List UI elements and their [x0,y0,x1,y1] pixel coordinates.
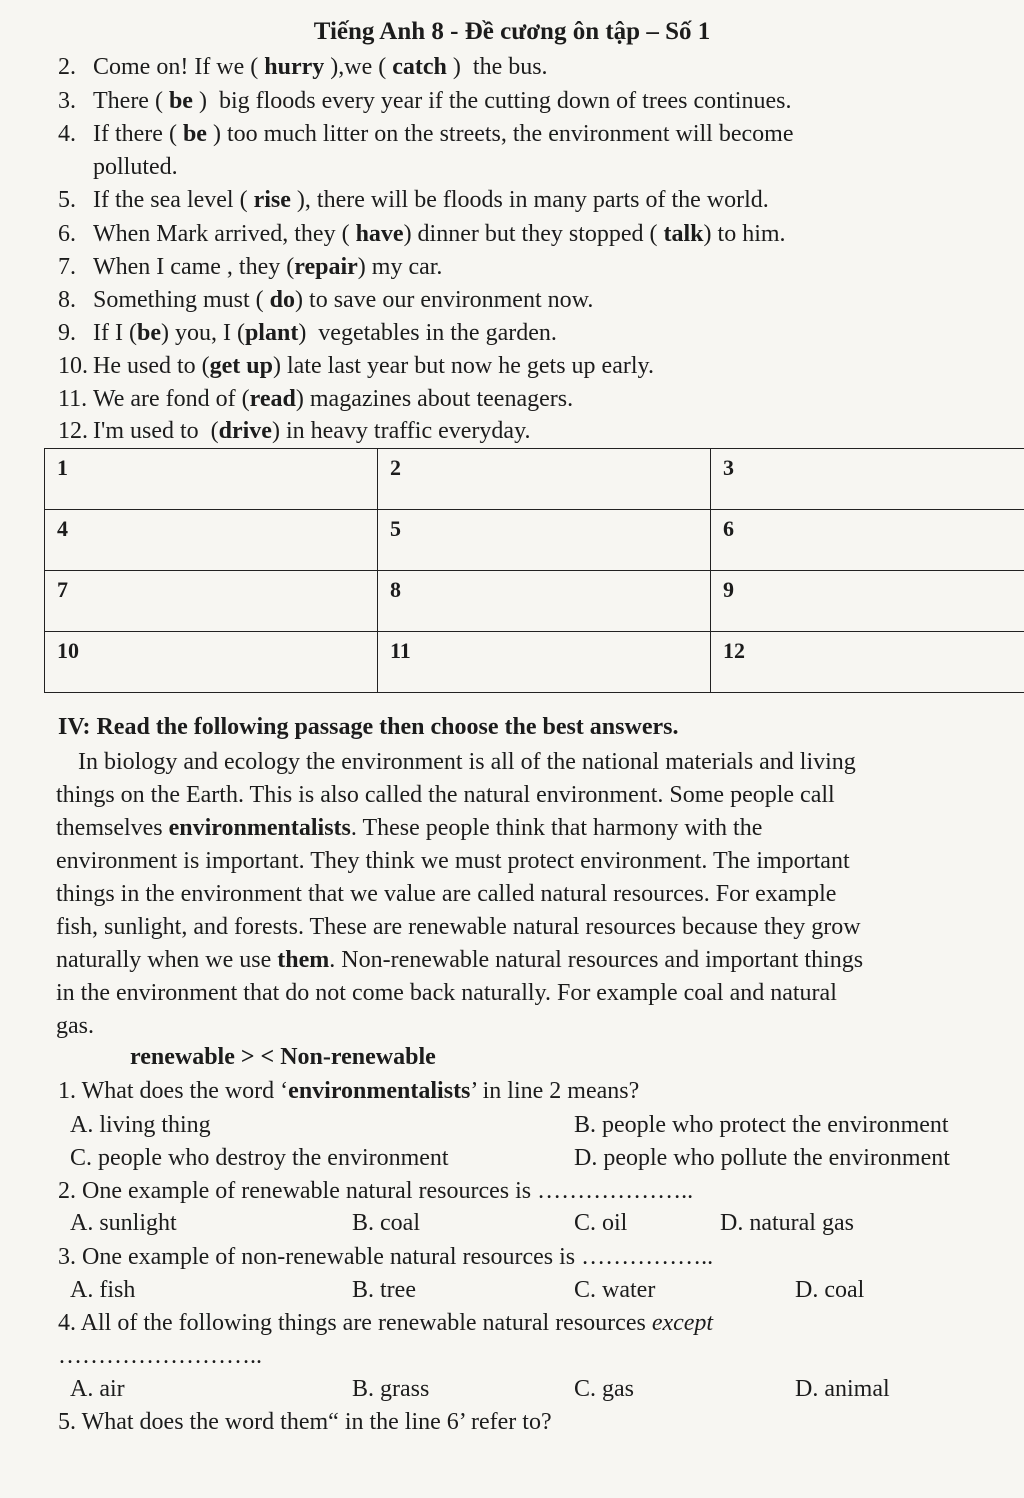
question-1-stem-c: ’ in line 2 means? [470,1078,640,1104]
exercise-text: Come on! If we ( [93,54,265,80]
verb-cue: be [182,121,207,147]
exercise-text: ) late last year but now he gets up early. [272,353,654,379]
answer-cell[interactable]: 5 [378,510,711,571]
exercise-number: 9. [58,320,76,346]
passage-text: . These people think that harmony with the [350,815,763,841]
exercise-text: ) vegetables in the garden. [298,320,557,346]
passage-line [56,845,1024,878]
passage-text: . Non-renewable natural resources and important things [329,947,864,973]
exercise-item [58,418,531,445]
answer-table [44,448,1024,693]
exercise-number: 12. [58,418,88,444]
exercise-text: When Mark arrived, they ( [93,221,356,247]
question-2-stem: 2. One example of renewable natural resources is ……………….. [58,1178,694,1204]
verb-cue: plant [244,320,299,346]
question-1-keyword: environmentalists [288,1078,471,1104]
verb-cue: talk [663,221,704,247]
passage-text: things in the environment that we value are called natural resources. For example [56,881,837,907]
renewable-note: renewable > < Non-renewable [130,1044,436,1070]
answer-cell[interactable]: 2 [378,449,711,510]
exercise-text: There ( [93,88,169,114]
answer-row [45,510,1024,571]
exercise-item [58,88,791,115]
answer-row [45,632,1024,693]
passage-keyword: them [277,947,330,973]
exercise-text: ) in heavy traffic everyday. [271,418,531,444]
passage-text: things on the Earth. This is also called the natural environment. Some people call [56,782,835,808]
verb-cue: be [168,88,193,114]
passage-text: fish, sunlight, and forests. These are renewable natural resources because they grow [56,914,861,940]
answer-cell[interactable]: 10 [45,632,378,693]
question-2-option-d[interactable]: D. natural gas [720,1210,854,1236]
passage-line [56,944,1024,977]
verb-cue: do [269,287,296,313]
verb-cue: get up [209,353,273,379]
reading-passage [56,746,1024,1043]
exercise-text: If there ( [93,121,183,147]
question-2-option-b[interactable]: B. coal [352,1210,420,1236]
question-4-blank: …………………….. [58,1343,262,1369]
exercise-item [58,121,793,148]
exercise-number: 5. [58,187,76,213]
exercise-number: 10. [58,353,88,379]
exercise-number: 11. [58,386,88,412]
question-4-except: except [651,1310,714,1336]
question-1-option-c[interactable]: C. people who destroy the environment [70,1145,449,1171]
exercise-item [93,154,178,181]
question-4-option-a[interactable]: A. air [70,1376,125,1402]
question-3-option-a[interactable]: A. fish [70,1277,136,1303]
answer-cell[interactable]: 9 [711,571,1024,632]
answer-row [45,449,1024,510]
passage-text: in the environment that do not come back naturally. For example coal and natural [56,980,837,1006]
passage-text: environment is important. They think we must protect environment. The important [56,848,850,874]
question-1-option-a[interactable]: A. living thing [70,1112,211,1138]
exercise-text: I'm used to ( [93,418,219,444]
exercise-item [58,54,548,81]
exercise-text: polluted. [93,154,178,180]
exercise-number: 7. [58,254,76,280]
answer-cell[interactable]: 6 [711,510,1024,571]
exercise-number: 8. [58,287,76,313]
exercise-number: 6. [58,221,76,247]
exercise-text: If I ( [93,320,137,346]
exercise-item [58,187,769,214]
question-1-option-d[interactable]: D. people who pollute the environment [574,1145,950,1171]
question-3-option-c[interactable]: C. water [574,1277,656,1303]
exercise-text: ) to save our environment now. [295,287,594,313]
question-2-option-a[interactable]: A. sunlight [70,1210,177,1236]
question-3-option-b[interactable]: B. tree [352,1277,416,1303]
exercise-text: If the sea level ( [93,187,254,213]
exercise-text: ) you, I ( [160,320,245,346]
exercise-number: 4. [58,121,76,147]
passage-line [56,779,1024,812]
answer-cell[interactable]: 3 [711,449,1024,510]
passage-line [56,1010,1024,1043]
exercise-number: 2. [58,54,76,80]
passage-line [56,878,1024,911]
answer-cell[interactable]: 12 [711,632,1024,693]
exercise-text: ) big floods every year if the cutting down of trees continues. [192,88,792,114]
answer-row [45,571,1024,632]
question-2-option-c[interactable]: C. oil [574,1210,628,1236]
exercise-text: ),we ( [324,54,393,80]
passage-text: gas. [56,1013,94,1039]
verb-cue: hurry [264,54,325,80]
verb-cue: drive [218,418,272,444]
exercise-text: Something must ( [93,287,270,313]
exercise-text: ), there will be floods in many parts of the world. [290,187,769,213]
verb-cue: repair [294,254,358,280]
section-title: IV: Read the following passage then choose the best answers. [58,714,679,740]
passage-text: naturally when we use [56,947,278,973]
exercise-text: ) to him. [703,221,786,247]
exercise-item [58,320,557,347]
exercise-text: He used to ( [93,353,210,379]
answer-cell[interactable]: 4 [45,510,378,571]
exercise-text: ) too much litter on the streets, the environment will become [206,121,794,147]
question-3-option-d[interactable]: D. coal [795,1277,865,1303]
question-1-option-b[interactable]: B. people who protect the environment [574,1112,949,1138]
answer-cell[interactable]: 7 [45,571,378,632]
exercise-text: ) dinner but they stopped ( [403,221,664,247]
verb-cue: read [249,386,296,412]
verb-cue: catch [392,54,447,80]
passage-line [56,977,1024,1010]
question-4-stem-a: 4. All of the following things are renewable natural resources [58,1310,652,1336]
passage-text: In biology and ecology the environment is all of the national materials and living [78,749,856,775]
question-4-option-b[interactable]: B. grass [352,1376,430,1402]
question-4-option-c[interactable]: C. gas [574,1376,634,1402]
page-title: Tiếng Anh 8 - Đề cương ôn tập – Số 1 [313,18,711,45]
answer-cell[interactable]: 8 [378,571,711,632]
exercise-text: ) magazines about teenagers. [295,386,574,412]
passage-line [56,911,1024,944]
exercise-text: ) the bus. [446,54,548,80]
exercise-text: ) my car. [357,254,443,280]
question-4-stem [58,1310,713,1337]
exercise-number: 3. [58,88,76,114]
question-4-option-d[interactable]: D. animal [795,1376,890,1402]
verb-cue: be [136,320,161,346]
verb-cue: have [355,221,404,247]
exercise-item [58,386,573,413]
passage-line [56,812,1024,845]
verb-cue: rise [253,187,291,213]
exercise-item [58,221,786,248]
passage-text: themselves [56,815,169,841]
question-5-stem: 5. What does the word them“ in the line 6’ refer to? [58,1409,552,1435]
answer-cell[interactable]: 11 [378,632,711,693]
answer-cell[interactable]: 1 [45,449,378,510]
question-3-stem: 3. One example of non-renewable natural resources is …………….. [58,1244,714,1270]
exercise-item [58,254,442,281]
exercise-item [58,353,654,380]
question-1-stem-a: 1. What does the word ‘ [58,1078,289,1104]
exercise-text: We are fond of ( [93,386,250,412]
passage-keyword: environmentalists [168,815,351,841]
passage-line [56,746,1024,779]
question-1-stem [58,1078,639,1105]
exercise-text: When I came , they ( [93,254,295,280]
exercise-item [58,287,593,314]
